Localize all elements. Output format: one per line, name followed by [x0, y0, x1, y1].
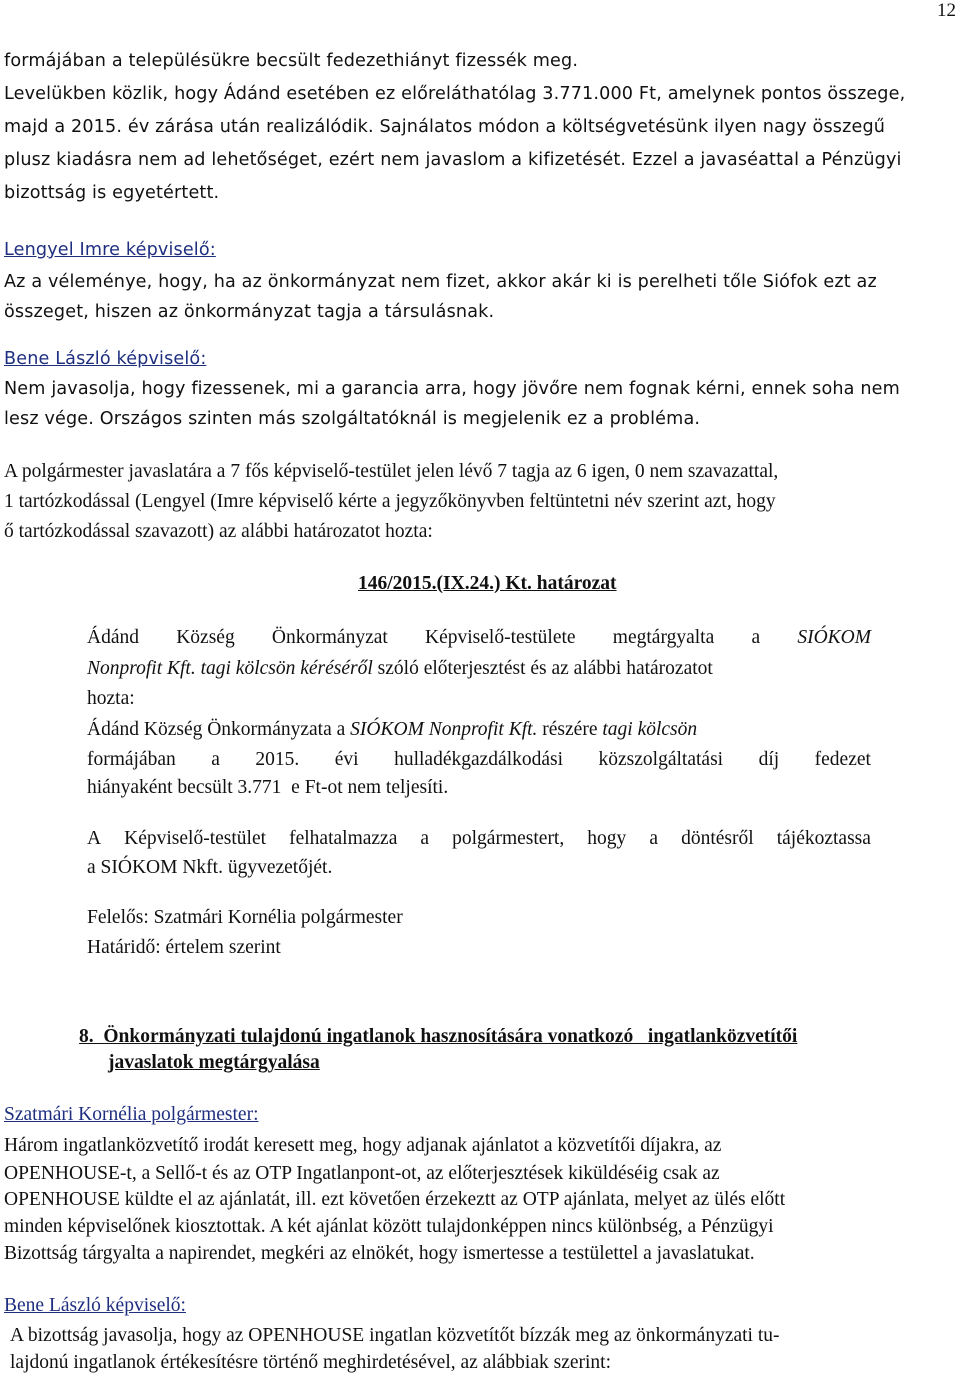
paragraph-line: Az a véleménye, hogy, ha az önkormányzat nem fizet, akkor akár ki is perelheti tőle Siófok ezt az [4, 272, 877, 292]
paragraph-line: 1 tartózkodással (Lengyel (Imre képviselő kérte a jegyzőkönyvben feltüntetni név szerint azt, hogy [4, 491, 776, 512]
paragraph-line: ő tartózkodással szavazott) az alábbi határozatot hozta: [4, 521, 433, 542]
paragraph-line: lajdonú ingatlanok értékesítésre történő meghirdetésével, az alábbiak szerint: [10, 1352, 612, 1373]
resolution-line: Ádánd Község Önkormányzata a SIÓKOM Nonprofit Kft. részére tagi kölcsön [87, 719, 698, 740]
speaker-heading: Szatmári Kornélia polgármester: [4, 1104, 259, 1125]
paragraph-line: majd a 2015. év zárása után realizálódik. Sajnálatos módon a költségvetésünk ilyen nagy összegű [4, 117, 886, 137]
paragraph-line: formájában a településükre becsült fedezethiányt fizessék meg. [4, 51, 579, 71]
paragraph-line: minden képviselőnek kiosztottak. A két ajánlat között tulajdonképpen nincs különbség, a Pénzügyi [4, 1216, 774, 1237]
paragraph-line: Nem javasolja, hogy fizessenek, mi a garancia arra, hogy jövőre nem fognak kérni, ennek soha nem [4, 379, 900, 399]
paragraph-line: Bizottság tárgyalta a napirendet, megkéri az elnökét, hogy ismertesse a testülettel a javaslatukat. [4, 1243, 755, 1264]
agenda-item-title: javaslatok megtárgyalása [108, 1052, 320, 1073]
resolution-line: Nonprofit Kft. tagi kölcsön kéréséről szóló előterjesztést és az alábbi határozatot [87, 658, 713, 679]
paragraph-line: bizottság is egyetértett. [4, 183, 220, 203]
paragraph-line: plusz kiadásra nem ad lehetőséget, ezért nem javaslom a kifizetését. Ezzel a javaséattal a Pénzügyi [4, 150, 902, 170]
speaker-heading: Bene László képviselő: [4, 1295, 186, 1316]
speaker-heading: Lengyel Imre képviselő: [4, 240, 216, 260]
page-number: 12 [937, 0, 956, 21]
paragraph-line: A bizottság javasolja, hogy az OPENHOUSE ingatlan közvetítőt bízzák meg az önkormányzati tu- [10, 1325, 780, 1346]
resolution-line: Ádánd Község Önkormányzat Képviselő-testülete megtárgyalta a SIÓKOM [87, 627, 871, 648]
paragraph-line: Levelükben közlik, hogy Ádánd esetében ez előreláthatólag 3.771.000 Ft, amelynek pontos összege, [4, 84, 906, 104]
deadline-line: Határidő: értelem szerint [87, 937, 281, 958]
resolution-title: 146/2015.(IX.24.) Kt. határozat [358, 573, 617, 594]
paragraph-line: lesz vége. Országos szinten más szolgáltatóknál is megjelenik ez a probléma. [4, 409, 701, 429]
resolution-line: formájában a 2015. évi hulladékgazdálkodási közszolgáltatási díj fedezet [87, 749, 871, 770]
resolution-line: hiányaként becsült 3.771 e Ft-ot nem teljesíti. [87, 777, 449, 798]
speaker-heading: Bene László képviselő: [4, 349, 207, 369]
paragraph-line: OPENHOUSE-t, a Sellő-t és az OTP Ingatlanpont-ot, az előterjesztések kiküldéséig csak az [4, 1163, 720, 1184]
responsible-line: Felelős: Szatmári Kornélia polgármester [87, 907, 403, 928]
resolution-line: A Képviselő-testület felhatalmazza a polgármestert, hogy a döntésről tájékoztassa [87, 828, 871, 849]
resolution-line: hozta: [87, 688, 135, 709]
paragraph-line: összeget, hiszen az önkormányzat tagja a társulásnak. [4, 302, 495, 322]
paragraph-line: A polgármester javaslatára a 7 fős képviselő-testület jelen lévő 7 tagja az 6 igen, 0 nem szavazattal, [4, 461, 779, 482]
paragraph-line: Három ingatlanközvetítő irodát keresett meg, hogy adjanak ajánlatot a közvetítői díjakra, az [4, 1135, 722, 1156]
resolution-line: a SIÓKOM Nkft. ügyvezetőjét. [87, 857, 333, 878]
paragraph-line: OPENHOUSE küldte el az ajánlatát, ill. ezt követően érzekeztt az OTP ajánlata, melyet az ülés előtt [4, 1189, 786, 1210]
agenda-item-title: 8. Önkormányzati tulajdonú ingatlanok hasznosítására vonatkozó ingatlanközvetítői [79, 1026, 798, 1047]
